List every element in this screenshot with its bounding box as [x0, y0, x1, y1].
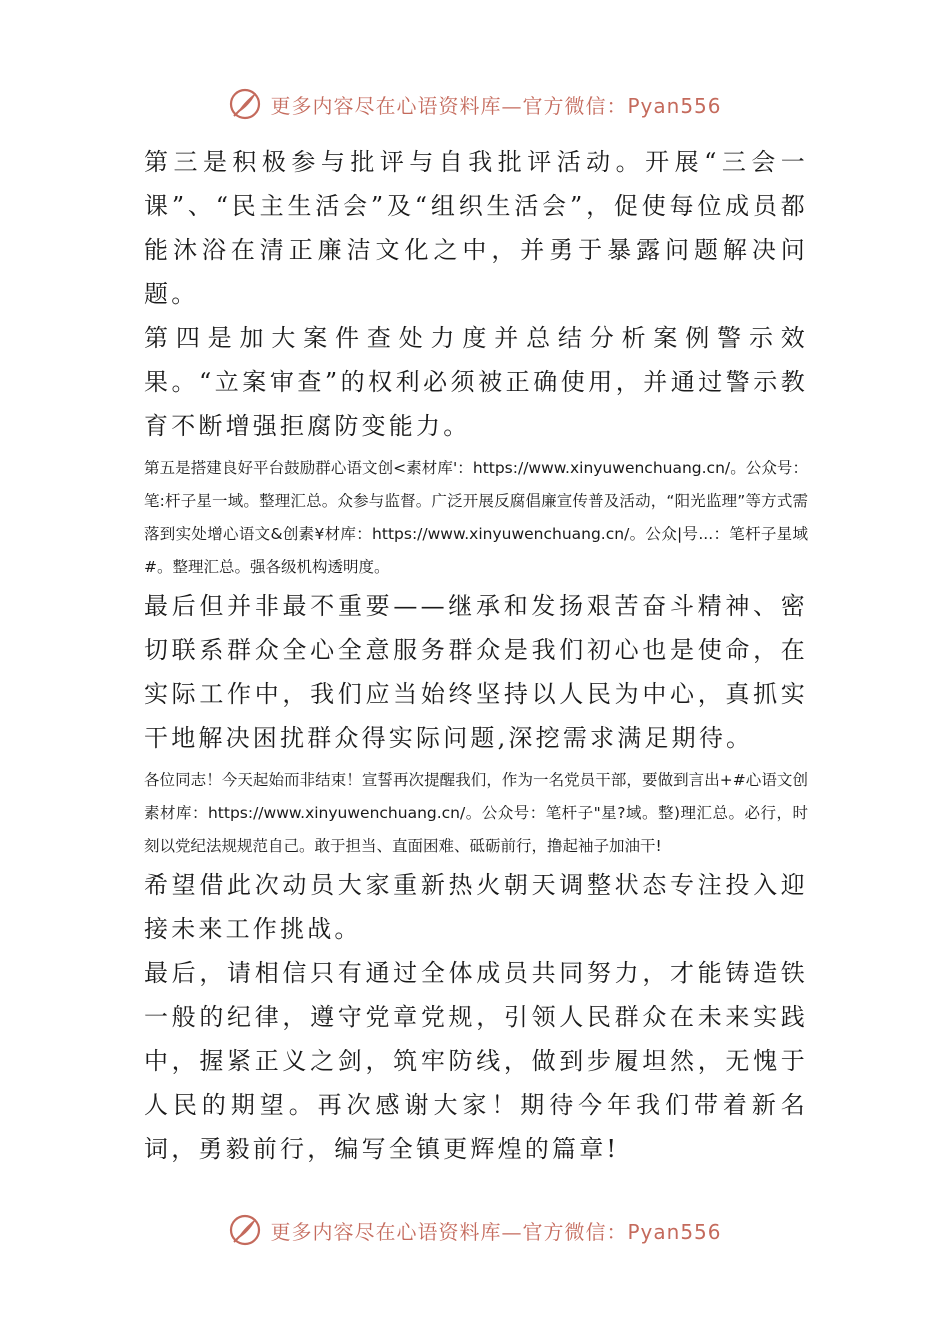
footer-banner — [0, 1210, 950, 1250]
paragraph-fifth-point: 第五是搭建良好平台鼓励群心语文创<素材库'：https://www.xinyuwenchuang.cn/。公众号：笔:杆子星一域。整理汇总。众参与监督。广泛开展反腐倡廉宣传普及活动，“阳光监理”等方式需落到实处增心语文&创素¥材库：https://www.xinyuwenchuang.cn/。公众|号...：笔杆子星域#。整理汇总。强各级机构透明度。 — [144, 459, 808, 576]
paragraph-comrades: 各位同志！今天起始而非结束！宣誓再次提醒我们，作为一名党员干部，要做到言出+#心语文创素材库：https://www.xinyuwenchuang.cn/。公众号：笔杆子"星?域。整)理汇总。必行，时刻以党纪法规规范自己。敢于担当、直面困难、砥砺前行，撸起袖子加油干! — [144, 771, 808, 855]
quill-pen-icon — [228, 87, 262, 121]
paragraph-hope: 希望借此次动员大家重新热火朝天调整状态专注投入迎接未来工作挑战。 — [144, 871, 808, 943]
header-banner-text: 更多内容尽在心语资料库—官方微信：Pyan556 — [270, 93, 722, 118]
wechat-id: Pyan556 — [627, 1219, 722, 1244]
footer-banner-text: 更多内容尽在心语资料库—官方微信：Pyan556 — [270, 1219, 722, 1244]
paragraph-third-point: 第三是积极参与批评与自我批评活动。开展“三会一课”、“民主生活会”及“组织生活会”，促使每位成员都能沐浴在清正廉洁文化之中，并勇于暴露问题解决问题。 — [144, 148, 808, 308]
header-banner — [0, 84, 950, 124]
paragraph-fourth-point: 第四是加大案件查处力度并总结分析案例警示效果。“立案审查”的权利必须被正确使用，并通过警示教育不断增强拒腐防变能力。 — [144, 324, 808, 440]
quill-pen-icon — [228, 1213, 262, 1247]
document-body — [144, 140, 808, 1171]
wechat-id: Pyan556 — [627, 93, 722, 118]
paragraph-finally: 最后但并非最不重要——继承和发扬艰苦奋斗精神、密切联系群众全心全意服务群众是我们初心也是使命，在实际工作中，我们应当始终坚持以人民为中心，真抓实干地解决困扰群众得实际问题,深挖需求满足期待。 — [144, 592, 808, 752]
paragraph-closing: 最后，请相信只有通过全体成员共同努力，才能铸造铁一般的纪律，遵守党章党规，引领人民群众在未来实践中，握紧正义之剑，筑牢防线，做到步履坦然，无愧于人民的期望。再次感谢大家！期待今年我们带着新名词，勇毅前行，编写全镇更辉煌的篇章! — [144, 959, 808, 1163]
